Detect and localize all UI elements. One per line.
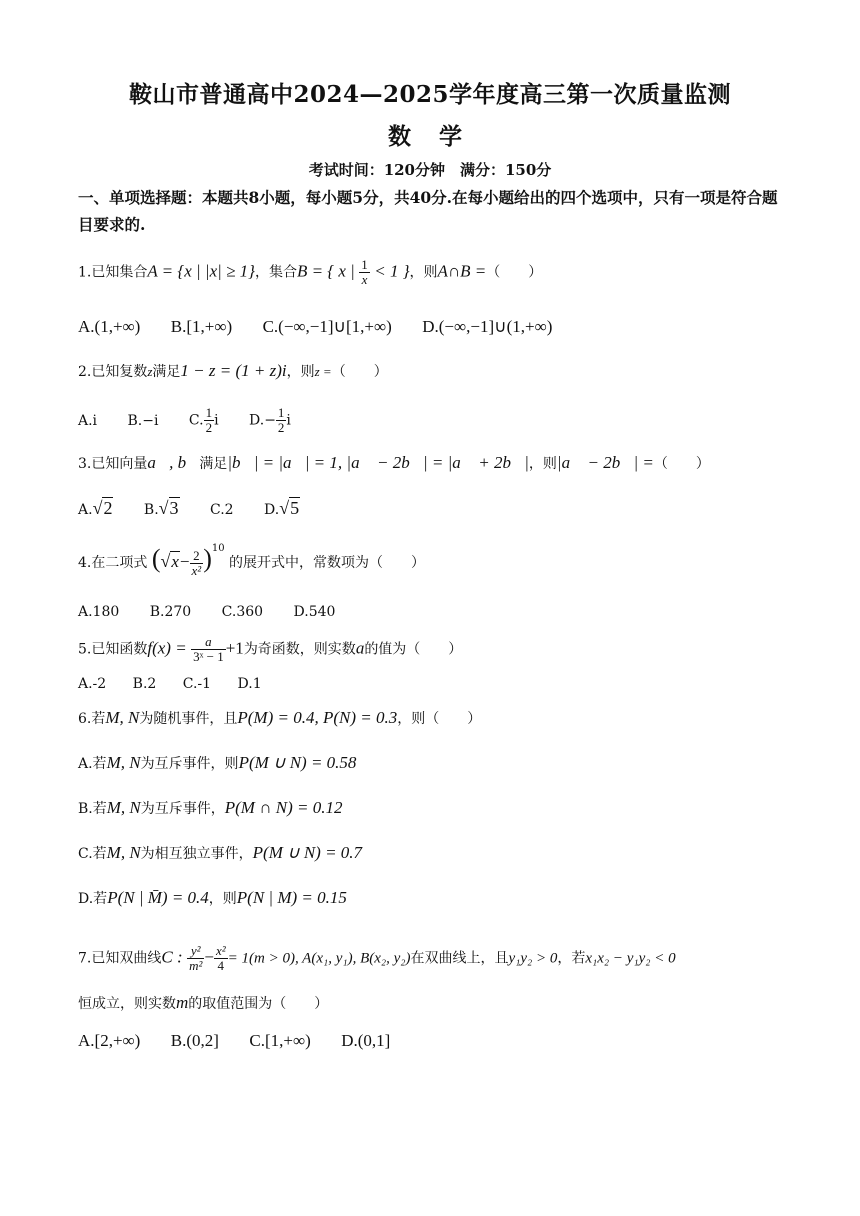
question-1-text: ，则: [409, 264, 438, 281]
events-mn: M, N: [105, 708, 140, 727]
question-7-options: [78, 1030, 416, 1053]
question-5-text: 为奇函数，则实数: [243, 641, 356, 658]
option-a: A.[2,+∞): [78, 1031, 141, 1050]
option-b: B.(0,2]: [170, 1031, 219, 1050]
option-d: D.(−∞,−1]∪(1,+∞): [422, 317, 553, 336]
option-c: C.-1: [182, 676, 212, 692]
option-c: C.[1,+∞): [249, 1031, 311, 1050]
set-b-left: B = { x |: [296, 261, 355, 281]
ask-expression: z =: [314, 364, 332, 379]
vector-condition: |b⃗| = |a⃗| = 1, |a⃗ − 2b⃗| = |a⃗ + 2b⃗|: [227, 453, 529, 472]
set-a: A = {x | |x| ≥ 1}: [147, 261, 255, 281]
question-1-text: ，集合: [254, 264, 297, 281]
function-f: f(x) =: [147, 638, 187, 658]
subject-heading: 数 学: [387, 123, 472, 150]
question-7-text: ，若: [557, 950, 586, 967]
answer-blank: （ ）: [486, 264, 543, 281]
hyperbola-term-y: $\frac{\text{y²}}{\text{m²}}$: [189, 943, 203, 973]
option-b: B.√3: [143, 498, 179, 518]
question-2-text: 满足: [152, 364, 181, 380]
option-c: C.(−∞,−1]∪[1,+∞): [262, 317, 392, 336]
variable-z: z: [147, 364, 153, 379]
question-2-text: ，则: [286, 364, 315, 380]
option-c: C. $\frac{1}{2}$ i: [188, 405, 219, 435]
question-5-text: 5.已知函数: [78, 641, 148, 658]
option-d: D.1: [237, 676, 262, 692]
minus-sign: −: [179, 552, 190, 571]
option-a: A.-2: [78, 676, 107, 692]
question-6-text: 6.若: [78, 711, 106, 727]
section-heading: 一、单项选择题：本题共8小题，每小题5分，共40分.在每小题给出的四个选项中，只有一项是符合题目要求的.: [78, 188, 778, 234]
vectors: a⃗, b⃗: [147, 453, 200, 472]
question-3-text: 满足: [199, 456, 228, 472]
question-4-text: 4.在二项式: [78, 555, 148, 571]
question-6: [78, 707, 481, 730]
question-4-text: 的展开式中，常数项为（ ）: [229, 555, 426, 571]
exponent: 10: [211, 543, 225, 555]
question-5: [78, 635, 462, 664]
question-3-options: [78, 497, 326, 521]
plus-one: +1: [225, 638, 244, 658]
question-7-continued: 恒成立，则实数m的取值范围为（ ）: [78, 993, 329, 1012]
question-7: 7.已知双曲线C : $\frac{\text{y²}}{\text{m²}}$ − $\frac{\text{x²}}{4}$ = 1(m > 0), A(x₁, y₁), B(x₂, y₂)在双曲线上，且y₁y₂ > 0，若x₁x₂ − y₁y₂ < 0: [78, 943, 676, 973]
option-c: C.360: [221, 604, 264, 620]
option-a: A.√2: [78, 498, 113, 518]
option-b: B.−i: [127, 412, 159, 429]
exam-info: 考试时间：120分钟 满分：150分: [308, 161, 552, 179]
variable-m: m: [176, 993, 189, 1012]
question-2-text: 2.已知复数: [78, 364, 148, 380]
right-paren: ): [203, 544, 212, 573]
question-4-options: [78, 601, 361, 623]
option-b: B.270: [149, 604, 192, 620]
question-2: [78, 360, 388, 383]
function-fraction: $\frac{a}{\text{3ˣ − 1}}$: [193, 634, 224, 664]
question-3: [78, 452, 710, 475]
hyperbola-term-x: $\frac{\text{x²}}{4}$: [215, 943, 226, 973]
question-1-options: [78, 316, 578, 339]
binomial-fraction: $\frac{2}{\text{x²}}$: [191, 547, 202, 578]
question-6-option-a: A.若M, N为互斥事件，则P(M ∪ N) = 0.58: [78, 753, 357, 772]
ask-expression: |a⃗ − 2b⃗| =: [556, 453, 654, 472]
curve-name: C :: [161, 947, 183, 967]
question-7-text: 7.已知双曲线: [78, 950, 162, 967]
option-c: C.2: [210, 502, 234, 518]
option-a: A.(1,+∞): [78, 317, 141, 336]
set-b-right: < 1 }: [374, 261, 410, 281]
condition-1: y₁y₂ > 0: [508, 950, 558, 967]
answer-blank: （ ）: [653, 456, 710, 472]
option-b: B.2: [132, 676, 157, 692]
question-6-option-d: D.若P(N | M̄) = 0.4，则P(N | M) = 0.15: [78, 888, 347, 907]
option-d: D.(0,1]: [341, 1031, 391, 1050]
option-b: B.[1,+∞): [170, 317, 233, 336]
question-7-text: 在双曲线上，且: [410, 950, 509, 967]
question-6-text: 为随机事件，且: [139, 711, 238, 727]
hyperbola-rest: = 1(m > 0), A(x₁, y₁), B(x₂, y₂): [227, 950, 411, 967]
complex-equation: 1 − z = (1 + z)i: [180, 361, 287, 380]
question-3-text: ，则: [528, 456, 557, 472]
option-d: D.540: [293, 604, 336, 620]
variable-a: a: [355, 638, 365, 658]
condition-2: x₁x₂ − y₁y₂ < 0: [585, 950, 676, 967]
question-6-option-b: B.若M, N为互斥事件，P(M ∩ N) = 0.12: [78, 798, 343, 817]
question-1: [78, 258, 542, 287]
sqrt-x: √x: [160, 551, 179, 571]
exam-title: 鞍山市普通高中2024—2025学年度高三第一次质量监测: [128, 81, 732, 108]
question-5-text: 的值为（ ）: [364, 641, 463, 658]
question-3-text: 3.已知向量: [78, 456, 148, 472]
intersection-expression: A∩B =: [437, 261, 487, 281]
option-d: D.− $\frac{1}{2}$ i: [249, 405, 291, 435]
question-6-text: ，则（ ）: [397, 711, 482, 727]
option-a: A.180: [78, 604, 120, 620]
option-a: A.i: [78, 412, 98, 429]
question-6-option-c: C.若M, N为相互独立事件，P(M ∪ N) = 0.7: [78, 843, 363, 862]
answer-blank: （ ）: [331, 364, 388, 380]
question-1-text: 1.已知集合: [78, 264, 148, 281]
probability-condition: P(M) = 0.4, P(N) = 0.3: [237, 708, 398, 727]
left-paren: (: [151, 544, 161, 573]
option-d: D.√5: [264, 498, 300, 518]
question-5-options: [78, 673, 288, 695]
question-4: [78, 543, 426, 578]
set-b-fraction: $\frac{1}{x}$: [361, 257, 368, 287]
question-2-options: [78, 406, 317, 435]
